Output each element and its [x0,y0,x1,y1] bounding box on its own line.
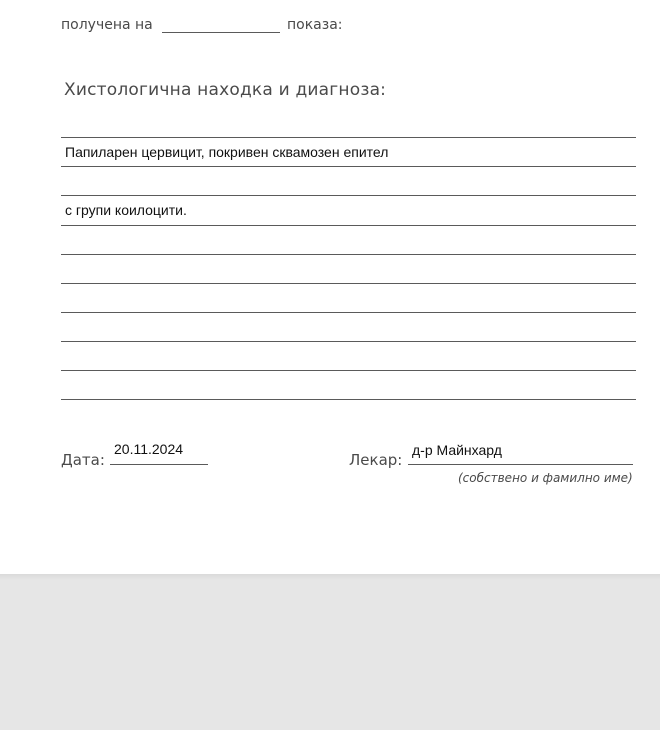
doctor-caption: (собствено и фамилно име) [458,471,633,485]
received-suffix-label: показа: [287,17,343,33]
date-line [110,464,208,465]
date-label: Дата: [61,451,105,469]
doctor-label: Лекар: [349,451,403,469]
findings-line [61,195,636,196]
findings-line [61,137,636,138]
findings-line [61,370,636,371]
section-title: Хистологична находка и диагноза: [64,80,387,100]
findings-line [61,166,636,167]
findings-line [61,283,636,284]
findings-line [61,399,636,400]
findings-row-text: с групи коилоцити. [65,202,187,218]
received-prefix-label: получена на [61,17,153,33]
doctor-name-value: д-р Майнхард [412,442,502,458]
date-value: 20.11.2024 [114,441,184,457]
doctor-line [408,464,633,465]
findings-line [61,254,636,255]
findings-row-text: Папиларен цервицит, покривен сквамозен епител [65,144,389,160]
background-area [0,580,660,730]
findings-line [61,312,636,313]
findings-line [61,341,636,342]
findings-line [61,225,636,226]
